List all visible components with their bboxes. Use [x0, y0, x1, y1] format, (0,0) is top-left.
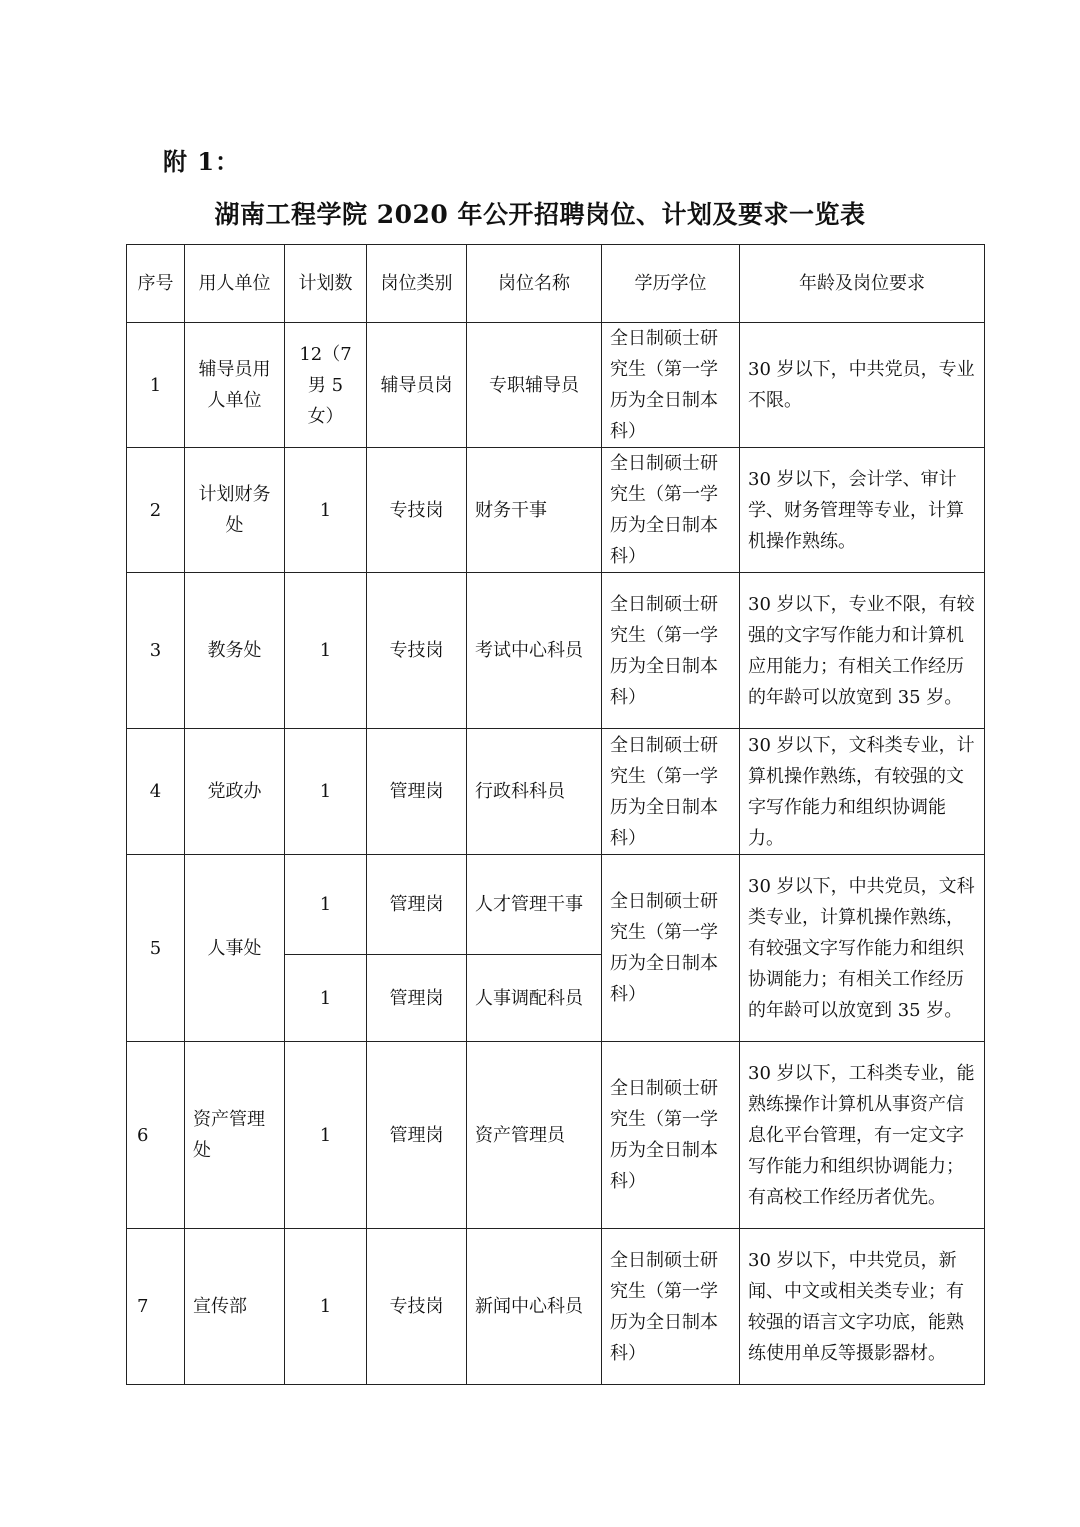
- header-education: 学历学位: [602, 245, 740, 323]
- row-requirements: 30 岁以下，中共党员，文科类专业，计算机操作熟练，有较强文字写作能力和组织协调能力；有相关工作经历的年龄可以放宽到 35 岁。: [740, 855, 985, 1042]
- row-requirements: 30 岁以下，会计学、审计学、财务管理等专业，计算机操作熟练。: [740, 448, 985, 573]
- row-plan: 1: [285, 573, 367, 729]
- row-no: 5: [127, 855, 185, 1042]
- row-unit: 辅导员用人单位: [185, 323, 285, 448]
- row-education: 全日制硕士研究生（第一学历为全日制本科）: [602, 1042, 740, 1229]
- row-category: 专技岗: [367, 573, 467, 729]
- row-position: 行政科科员: [467, 729, 602, 855]
- header-unit: 用人单位: [185, 245, 285, 323]
- row-category: 管理岗: [367, 955, 467, 1042]
- row-education: 全日制硕士研究生（第一学历为全日制本科）: [602, 573, 740, 729]
- row-unit: 党政办: [185, 729, 285, 855]
- row-position: 人才管理干事: [467, 855, 602, 955]
- row-education: 全日制硕士研究生（第一学历为全日制本科）: [602, 1229, 740, 1385]
- row-education: 全日制硕士研究生（第一学历为全日制本科）: [602, 448, 740, 573]
- row-requirements: 30 岁以下，工科类专业，能熟练操作计算机从事资产信息化平台管理，有一定文字写作能力和组织协调能力；有高校工作经历者优先。: [740, 1042, 985, 1229]
- row-unit: 宣传部: [185, 1229, 285, 1385]
- row-position: 专职辅导员: [467, 323, 602, 448]
- row-category: 管理岗: [367, 1042, 467, 1229]
- row-plan: 1: [285, 855, 367, 955]
- table-row: [127, 448, 985, 573]
- row-no: 4: [127, 729, 185, 855]
- row-plan: 1: [285, 729, 367, 855]
- table-row: [127, 729, 985, 855]
- header-no: 序号: [127, 245, 185, 323]
- recruitment-table: [126, 244, 985, 1385]
- header-plan: 计划数: [285, 245, 367, 323]
- row-position: 考试中心科员: [467, 573, 602, 729]
- row-requirements: 30 岁以下，中共党员，专业不限。: [740, 323, 985, 448]
- document-title: 湖南工程学院 2020 年公开招聘岗位、计划及要求一览表: [214, 200, 866, 229]
- row-unit: 教务处: [185, 573, 285, 729]
- table-row: [127, 323, 985, 448]
- row-no: 6: [127, 1042, 185, 1229]
- row-position: 资产管理员: [467, 1042, 602, 1229]
- table-row: [127, 1229, 985, 1385]
- row-education: 全日制硕士研究生（第一学历为全日制本科）: [602, 729, 740, 855]
- row-position: 财务干事: [467, 448, 602, 573]
- row-position: 新闻中心科员: [467, 1229, 602, 1385]
- table-row: [127, 1042, 985, 1229]
- row-requirements: 30 岁以下，中共党员，新闻、中文或相关类专业；有较强的语言文字功底，能熟练使用单反等摄影器材。: [740, 1229, 985, 1385]
- row-no: 3: [127, 573, 185, 729]
- header-category: 岗位类别: [367, 245, 467, 323]
- row-category: 辅导员岗: [367, 323, 467, 448]
- table-row: [127, 573, 985, 729]
- row-plan: 1: [285, 1042, 367, 1229]
- row-unit: 资产管理处: [185, 1042, 285, 1229]
- row-unit: 计划财务处: [185, 448, 285, 573]
- row-category: 管理岗: [367, 855, 467, 955]
- row-plan: 1: [285, 955, 367, 1042]
- row-category: 管理岗: [367, 729, 467, 855]
- row-no: 7: [127, 1229, 185, 1385]
- row-education: 全日制硕士研究生（第一学历为全日制本科）: [602, 323, 740, 448]
- row-plan: 1: [285, 448, 367, 573]
- row-requirements: 30 岁以下，专业不限，有较强的文字写作能力和计算机应用能力；有相关工作经历的年龄可以放宽到 35 岁。: [740, 573, 985, 729]
- row-plan: 12（7男 5 女）: [285, 323, 367, 448]
- row-category: 专技岗: [367, 448, 467, 573]
- row-position: 人事调配科员: [467, 955, 602, 1042]
- row-category: 专技岗: [367, 1229, 467, 1385]
- row-education: 全日制硕士研究生（第一学历为全日制本科）: [602, 855, 740, 1042]
- row-no: 1: [127, 323, 185, 448]
- header-row: [127, 245, 985, 323]
- row-unit: 人事处: [185, 855, 285, 1042]
- header-position: 岗位名称: [467, 245, 602, 323]
- table-row: [127, 855, 985, 955]
- row-no: 2: [127, 448, 185, 573]
- row-plan: 1: [285, 1229, 367, 1385]
- header-requirements: 年龄及岗位要求: [740, 245, 985, 323]
- annex-label: 附 1：: [163, 147, 241, 176]
- row-requirements: 30 岁以下，文科类专业，计算机操作熟练，有较强的文字写作能力和组织协调能力。: [740, 729, 985, 855]
